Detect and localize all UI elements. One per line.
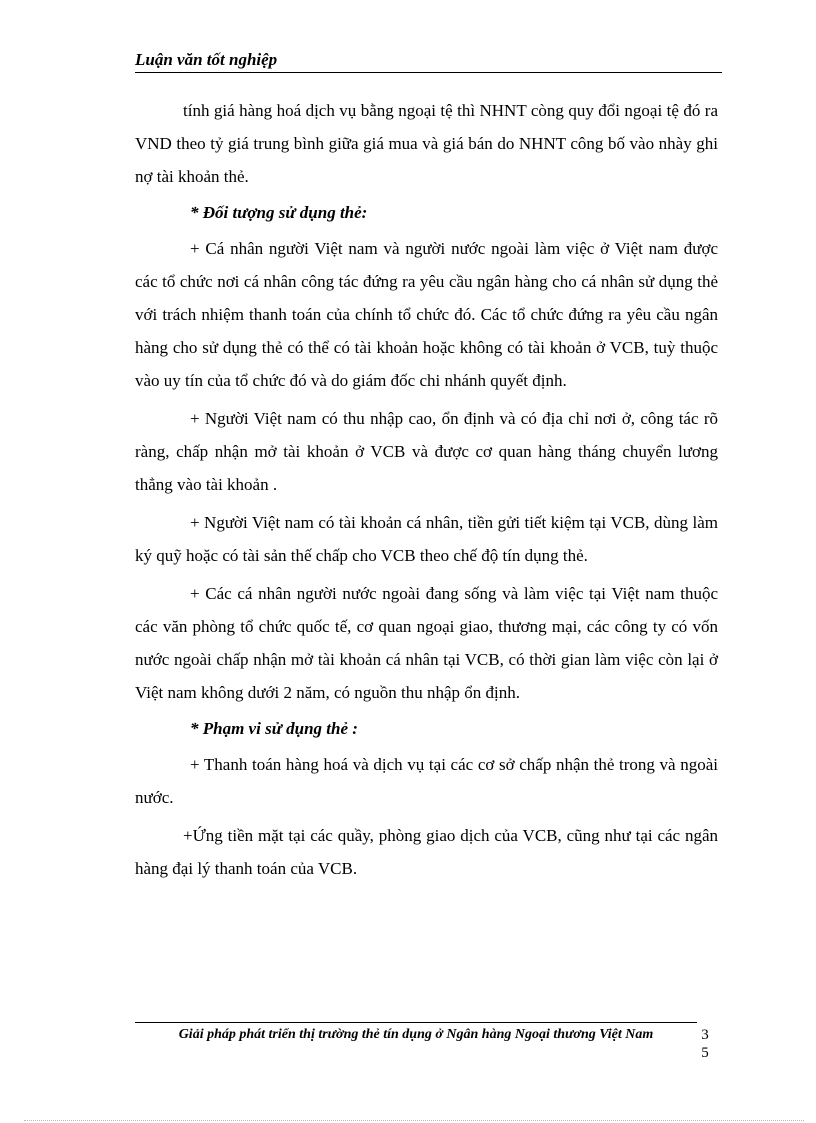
document-body — [135, 94, 718, 890]
page-header — [135, 50, 722, 70]
section-heading-doi-tuong: * Đối tượng sử dụng thẻ: — [190, 203, 368, 222]
paragraph-1: tính giá hàng hoá dịch vụ bằng ngoại tệ thì NHNT còng quy đổi ngoại tệ đó ra VND theo tỷ giá trung bình giữa giá mua và giá bán do NHNT công bố vào nhày ghi nợ tài khoản thẻ. — [135, 101, 718, 186]
paragraph-2: + Cá nhân người Việt nam và người nước ngoài làm việc ở Việt nam được các tổ chức nơi cá nhân công tác đứng ra yêu cầu ngân hàng cho cá nhân sử dụng thẻ với trách nhiệm thanh toán của chính tổ chức đó. Các tổ chức đứng ra yêu cầu ngân hàng cho sử dụng thẻ có thể có tài khoản hoặc không có tài khoản ở VCB, tuỳ thuộc vào uy tín của tổ chức đó và do giám đốc chi nhánh quyết định. — [135, 239, 718, 390]
paragraph-3: + Người Việt nam có thu nhập cao, ổn định và có địa chỉ nơi ở, công tác rõ ràng, chấp nhận mở tài khoản ở VCB và được cơ quan hàng tháng chuyển lương thẳng vào tài khoản . — [135, 409, 718, 494]
paragraph-6: + Thanh toán hàng hoá và dịch vụ tại các cơ sở chấp nhận thẻ trong và ngoài nước. — [135, 755, 718, 807]
page-number — [697, 1026, 713, 1062]
paragraph-7: +Ứng tiền mặt tại các quầy, phòng giao dịch của VCB, cũng như tại các ngân hàng đại lý thanh toán của VCB. — [135, 826, 718, 878]
page-number-digit-2: 5 — [701, 1045, 709, 1061]
footer-rule — [135, 1022, 697, 1023]
section-heading-pham-vi: * Phạm vi sử dụng thẻ : — [190, 719, 358, 738]
paragraph-5: + Các cá nhân người nước ngoài đang sống và làm việc tại Việt nam thuộc các văn phòng tổ chức quốc tế, cơ quan ngoại giao, thương mại, các công ty có vốn nước ngoài chấp nhận mở tài khoản cá nhân tại VCB, có thời gian làm việc còn lại ở Việt nam không dưới 2 năm, có nguồn thu nhập ổn định. — [135, 584, 718, 702]
page-number-digit-1: 3 — [701, 1027, 709, 1043]
footer-title: Giải pháp phát triển thị trường thẻ tín dụng ở Ngân hàng Ngoại thương Việt Nam — [178, 1027, 654, 1042]
header-title: Luận văn tốt nghiệp — [135, 50, 278, 69]
paragraph-4: + Người Việt nam có tài khoản cá nhân, tiền gửi tiết kiệm tại VCB, dùng làm ký quỹ hoặc có tài sản thế chấp cho VCB theo chế độ tín dụng thẻ. — [135, 513, 718, 565]
page-bottom-border — [24, 1120, 804, 1121]
header-rule — [135, 72, 722, 73]
